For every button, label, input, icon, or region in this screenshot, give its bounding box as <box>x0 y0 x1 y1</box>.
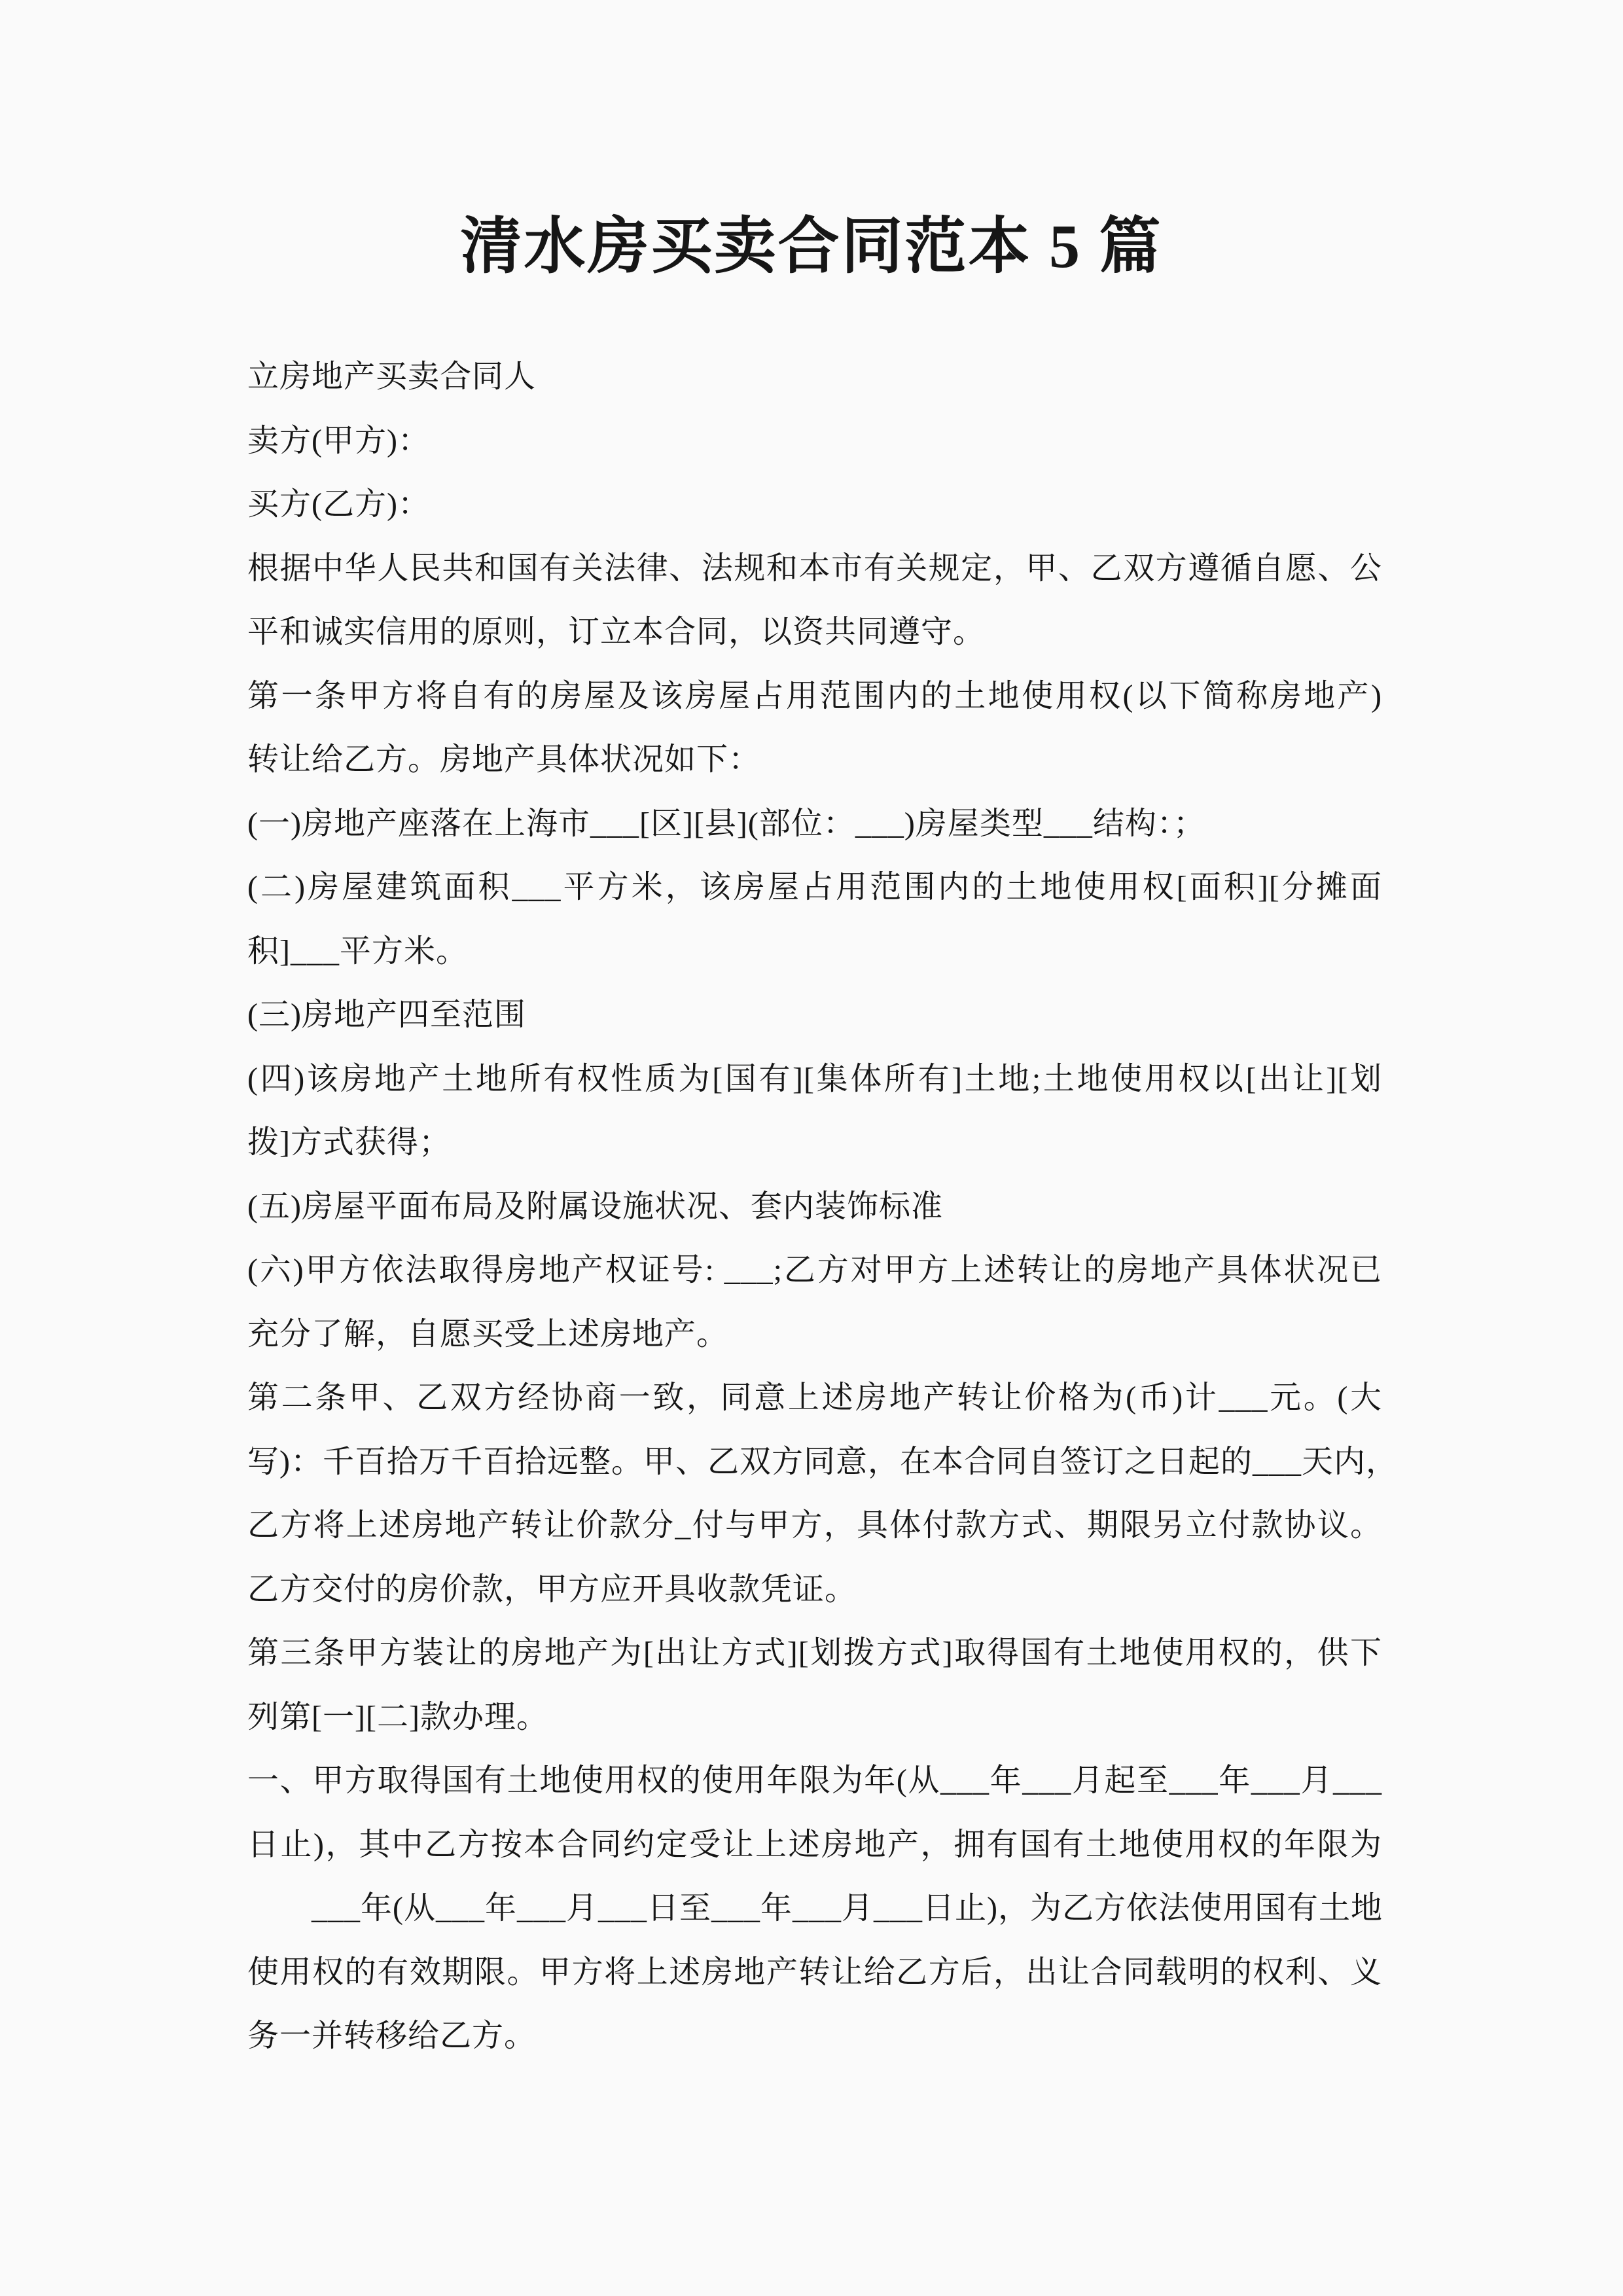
contract-line: 根据中华人民共和国有关法律、法规和本市有关规定，甲、乙双方遵循自愿、公 <box>247 550 1382 586</box>
contract-line: (一)房地产座落在上海市___[区][县](部位：___)房屋类型___结构：； <box>247 806 1205 841</box>
contract-line: 卖方(甲方)： <box>247 423 430 458</box>
contract-line: 第三条甲方装让的房地产为[出让方式][划拨方式]取得国有土地使用权的，供下 <box>247 1636 1382 1670</box>
contract-line: 立房地产买卖合同人 <box>247 359 537 394</box>
contract-line: 乙方将上述房地产转让价款分_付与甲方，具体付款方式、期限另立付款协议。 <box>247 1508 1382 1543</box>
contract-line: 使用权的有效期限。甲方将上述房地产转让给乙方后，出让合同载明的权利、义 <box>247 1954 1382 1990</box>
contract-line: (二)房屋建筑面积___平方米，该房屋占用范围内的土地使用权[面积][分摊面 <box>247 870 1382 905</box>
contract-line: 转让给乙方。房地产具体状况如下： <box>247 742 761 777</box>
contract-line: 充分了解，自愿买受上述房地产。 <box>247 1316 729 1352</box>
contract-line: 日止)，其中乙方按本合同约定受让上述房地产，拥有国有土地使用权的年限为 <box>247 1827 1382 1862</box>
contract-line: 列第[一][二]款办理。 <box>247 1699 548 1734</box>
contract-line: 第二条甲、乙双方经协商一致，同意上述房地产转让价格为(币)计___元。(大 <box>247 1380 1382 1415</box>
contract-line: 买方(乙方)： <box>247 487 430 522</box>
contract-line: ___年(从___年___月___日至___年___月___日止)，为乙方依法使用国有土地 <box>247 1891 1383 1926</box>
contract-line: 积]___平方米。 <box>247 933 468 969</box>
contract-line: 平和诚实信用的原则，订立本合同，以资共同遵守。 <box>247 615 986 649</box>
contract-line: (五)房屋平面布局及附属设施状况、套内装饰标准 <box>247 1189 943 1224</box>
contract-line: 一、甲方取得国有土地使用权的使用年限为年(从___年___月起至___年___月___ <box>247 1763 1382 1798</box>
contract-line: (六)甲方依法取得房地产权证号: ___;乙方对甲方上述转让的房地产具体状况已 <box>247 1253 1382 1287</box>
document-title: 清水房买卖合同范本 5 篇 <box>460 213 1163 281</box>
contract-line: 乙方交付的房价款，甲方应开具收款凭证。 <box>247 1571 857 1607</box>
contract-line: 第一条甲方将自有的房屋及该房屋占用范围内的土地使用权(以下简称房地产) <box>247 678 1382 713</box>
contract-line: 写)：千百拾万千百拾远整。甲、乙双方同意，在本合同自签订之日起的___天内， <box>247 1444 1398 1479</box>
contract-line: 务一并转移给乙方。 <box>247 2018 537 2053</box>
contract-line: (四)该房地产土地所有权性质为[国有][集体所有]土地;土地使用权以[出让][划 <box>247 1061 1382 1096</box>
contract-line: (三)房地产四至范围 <box>247 997 526 1032</box>
document-body <box>247 345 1398 2068</box>
contract-line: 拨]方式获得； <box>247 1125 451 1160</box>
